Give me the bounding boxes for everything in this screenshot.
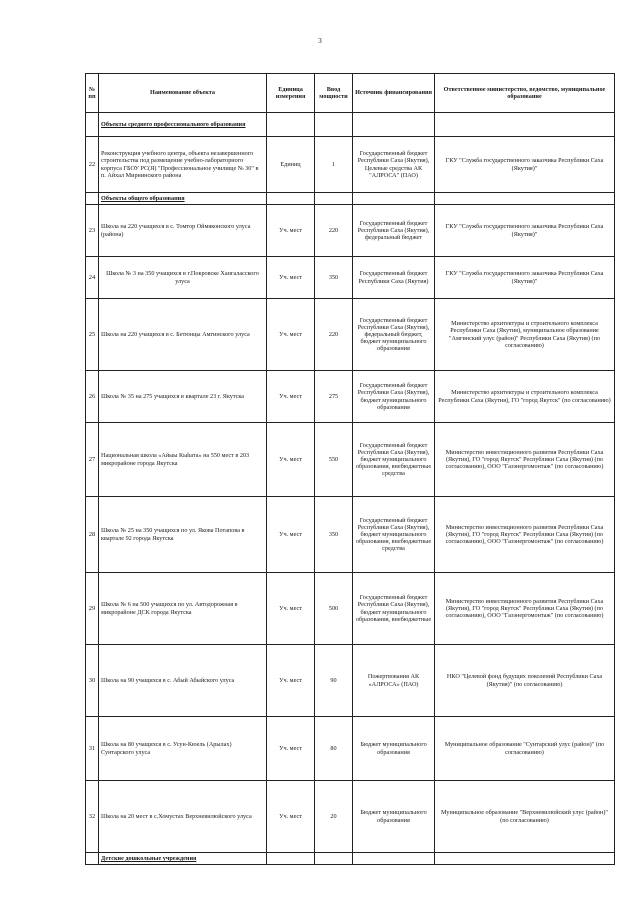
- responsible: Министерство инвестиционного развития Республики Саха (Якутия), ГО "город Якутск" Республики Саха (Якутия) (по согласованию), ООО "Газэнергомонтаж" (по согласованию): [435, 497, 615, 573]
- section-title: Детские дошкольные учреждения: [99, 853, 267, 865]
- header-capacity: Ввод мощности: [315, 74, 353, 113]
- funding-source: Государственный бюджет Республики Саха (Якутия): [353, 257, 435, 299]
- funding-source: Государственный бюджет Республики Саха (Якутия), федеральный бюджет, бюджет муниципального образования: [353, 299, 435, 371]
- section-title: Объекты общего образования: [99, 193, 267, 205]
- row-num: 22: [86, 137, 99, 193]
- unit: Уч. мест: [267, 371, 315, 423]
- responsible: Министерство инвестиционного развития Республики Саха (Якутия), ГО "город Якутск" Республики Саха (Якутия) (по согласованию), ООО "Газэнергомонтаж" (по согласованию): [435, 573, 615, 645]
- header-unit: Единица измерения: [267, 74, 315, 113]
- section-row: [86, 193, 615, 205]
- unit: Уч. мест: [267, 257, 315, 299]
- funding-source: Государственный бюджет Республики Саха (Якутия), Целевые средства АК "АЛРОСА" (ПАО): [353, 137, 435, 193]
- capacity: 220: [315, 205, 353, 257]
- header-source: Источник финансирования: [353, 74, 435, 113]
- funding-source: Бюджет муниципального образования: [353, 717, 435, 781]
- object-name: Школа № 3 на 350 учащихся в г.Покровске Хангаласского улуса: [99, 257, 267, 299]
- unit: Уч. мест: [267, 205, 315, 257]
- section-row: [86, 113, 615, 137]
- section-row: [86, 853, 615, 865]
- row-num: 31: [86, 717, 99, 781]
- page-number: 3: [318, 37, 322, 45]
- capacity: 90: [315, 645, 353, 717]
- responsible: Муниципальное образование "Верхневилюйский улус (район)" (по согласованию): [435, 781, 615, 853]
- object-name: Школа на 80 учащихся в с. Усун-Кюель (Арылах) Сунтарского улуса: [99, 717, 267, 781]
- funding-source: Государственный бюджет Республики Саха (Якутия), бюджет муниципального образования, внебюджетные средства: [353, 423, 435, 497]
- row-num: 23: [86, 205, 99, 257]
- row-num: 25: [86, 299, 99, 371]
- section-title: Объекты среднего профессионального образования: [99, 113, 267, 137]
- table-row: [86, 257, 615, 299]
- object-name: Школа № 35 на 275 учащихся в квартале 23 г. Якутска: [99, 371, 267, 423]
- capacity: 275: [315, 371, 353, 423]
- table-row: [86, 573, 615, 645]
- capacity: 220: [315, 299, 353, 371]
- row-num: 28: [86, 497, 99, 573]
- unit: Единиц: [267, 137, 315, 193]
- unit: Уч. мест: [267, 781, 315, 853]
- table-row: [86, 497, 615, 573]
- responsible: НКО "Целевой фонд будущих поколений Республики Саха (Якутия)" (по согласованию): [435, 645, 615, 717]
- responsible: Министерство архитектуры и строительного комплекса Республики Саха (Якутия), ГО "город Якутск" (по согласованию): [435, 371, 615, 423]
- funding-source: Государственный бюджет Республики Саха (Якутия), федеральный бюджет: [353, 205, 435, 257]
- funding-source: Государственный бюджет Республики Саха (Якутия), бюджет муниципального образования, внебюджетные: [353, 573, 435, 645]
- row-num: 29: [86, 573, 99, 645]
- objects-table: [85, 73, 615, 865]
- object-name: Школа № 6 на 500 учащихся по ул. Автодорожная в микрорайоне ДСК города Якутска: [99, 573, 267, 645]
- object-name: Реконструкция учебного центра, объекта незавершенного строительства под размещение учебно-лабораторного корпуса ГБОУ РС(Я) "Профессиональное училище № 30" в п. Айхал Мирнинского района: [99, 137, 267, 193]
- unit: Уч. мест: [267, 497, 315, 573]
- object-name: Школа на 20 мест в с.Хомустах Верхневилюйского улуса: [99, 781, 267, 853]
- table-row: [86, 299, 615, 371]
- object-name: Школа на 220 учащихся в с. Томтор Оймяконского улуса (района): [99, 205, 267, 257]
- capacity: 500: [315, 573, 353, 645]
- unit: Уч. мест: [267, 717, 315, 781]
- capacity: 350: [315, 257, 353, 299]
- row-num: 26: [86, 371, 99, 423]
- funding-source: Пожертвования АК «АЛРОСА» (ПАО): [353, 645, 435, 717]
- object-name: Школа на 90 учащихся в с. Абый Абыйского улуса: [99, 645, 267, 717]
- header-num: № пп: [86, 74, 99, 113]
- capacity: 350: [315, 497, 353, 573]
- row-num: 30: [86, 645, 99, 717]
- header-responsible: Ответственное министерство, ведомство, муниципальное образование: [435, 74, 615, 113]
- unit: Уч. мест: [267, 645, 315, 717]
- object-name: Национальная школа «Айыы Кыһата» на 550 мест в 203 микрорайоне города Якутска: [99, 423, 267, 497]
- row-num: 27: [86, 423, 99, 497]
- capacity: 550: [315, 423, 353, 497]
- header-name: Наименование объекта: [99, 74, 267, 113]
- table-row: [86, 423, 615, 497]
- table-header-row: [86, 74, 615, 113]
- funding-source: Государственный бюджет Республики Саха (Якутия), бюджет муниципального образования: [353, 371, 435, 423]
- table-row: [86, 645, 615, 717]
- unit: Уч. мест: [267, 299, 315, 371]
- table-row: [86, 371, 615, 423]
- responsible: Министерство архитектуры и строительного комплекса Республики Саха (Якутия), муниципальное образование "Амгинский улус (район)" Республики Саха (Якутия) (по согласованию): [435, 299, 615, 371]
- object-name: Школа № 25 на 350 учащихся по ул. Якова Потапова в квартале 92 города Якутска: [99, 497, 267, 573]
- capacity: 20: [315, 781, 353, 853]
- table-row: [86, 137, 615, 193]
- table-row: [86, 781, 615, 853]
- responsible: Муниципальное образование "Сунтарский улус (район)" (по согласованию): [435, 717, 615, 781]
- unit: Уч. мест: [267, 573, 315, 645]
- responsible: Министерство инвестиционного развития Республики Саха (Якутия), ГО "город Якутск" Республики Саха (Якутия) (по согласованию), ООО "Газэнергомонтаж" (по согласованию): [435, 423, 615, 497]
- table-row: [86, 717, 615, 781]
- unit: Уч. мест: [267, 423, 315, 497]
- capacity: 1: [315, 137, 353, 193]
- table-row: [86, 205, 615, 257]
- object-name: Школа на 220 учащихся в с. Бетюнцы Амгинского улуса: [99, 299, 267, 371]
- funding-source: Бюджет муниципального образования: [353, 781, 435, 853]
- responsible: ГКУ "Служба государственного заказчика Республики Саха (Якутия)": [435, 137, 615, 193]
- responsible: ГКУ "Служба государственного заказчика Республики Саха (Якутия)": [435, 205, 615, 257]
- funding-source: Государственный бюджет Республики Саха (Якутия), бюджет муниципального образования, внебюджетные средства: [353, 497, 435, 573]
- responsible: ГКУ "Служба государственного заказчика Республики Саха (Якутия)": [435, 257, 615, 299]
- capacity: 80: [315, 717, 353, 781]
- row-num: 24: [86, 257, 99, 299]
- row-num: 32: [86, 781, 99, 853]
